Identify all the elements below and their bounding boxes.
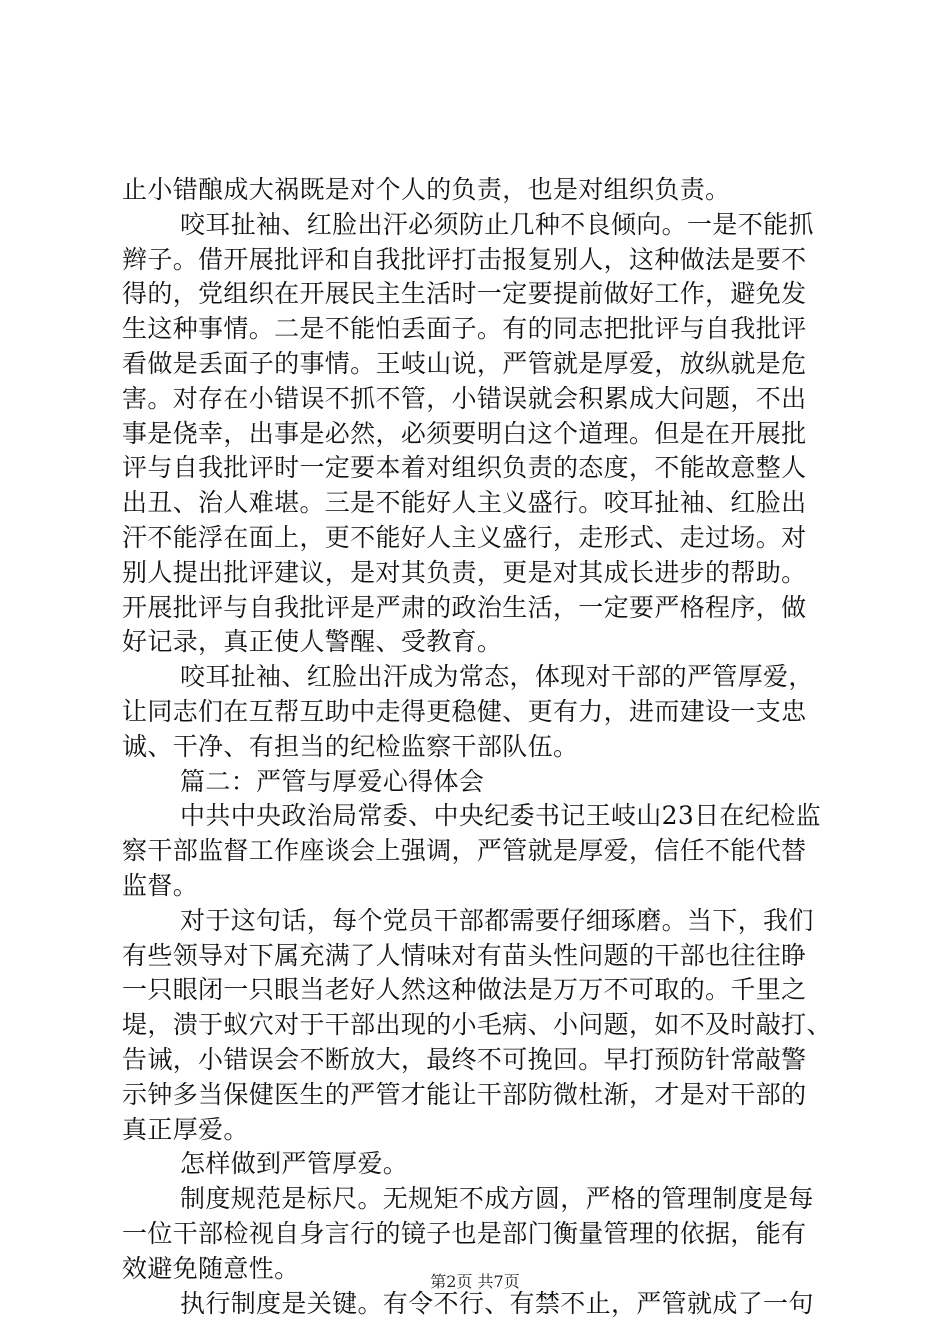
text-line: 中共中央政治局常委、中央纪委书记王岐山23日在纪检监 <box>180 801 821 831</box>
document-body <box>122 173 842 1321</box>
text-line: 示钟多当保健医生的严管才能让干部防微杜渐，才是对干部的 <box>122 1079 807 1109</box>
text-line: 诚、干净、有担当的纪检监察干部队伍。 <box>122 731 579 761</box>
text-line: 真正厚爱。 <box>122 1114 249 1144</box>
text-line: 生这种事情。二是不能怕丢面子。有的同志把批评与自我批评 <box>122 314 807 344</box>
text-line: 效避免随意性。 <box>122 1253 300 1283</box>
text-line: 察干部监督工作座谈会上强调，严管就是厚爱，信任不能代替 <box>122 836 807 866</box>
page-footer: 第2页 共7页 <box>430 1272 520 1291</box>
text-line: 制度规范是标尺。无规矩不成方圆，严格的管理制度是每 <box>180 1184 814 1214</box>
text-line: 监督。 <box>122 870 199 900</box>
text-line: 止小错酿成大祸既是对个人的负责，也是对组织负责。 <box>122 175 731 204</box>
text-line: 咬耳扯袖、红脸出汗必须防止几种不良倾向。一是不能抓 <box>180 209 814 239</box>
text-line: 让同志们在互帮互助中走得更稳健、更有力，进而建设一支忠 <box>122 696 807 726</box>
text-line: 开展批评与自我批评是严肃的政治生活，一定要严格程序，做 <box>122 592 807 622</box>
text-line: 咬耳扯袖、红脸出汗成为常态，体现对干部的严管厚爱， <box>180 662 814 692</box>
text-line: 一只眼闭一只眼当老好人然这种做法是万万不可取的。千里之 <box>122 975 807 1005</box>
text-line: 事是侥幸，出事是必然，必须要明白这个道理。但是在开展批 <box>122 418 807 448</box>
text-line: 怎样做到严管厚爱。 <box>180 1149 409 1179</box>
text-line: 得的，党组织在开展民主生活时一定要提前做好工作，避免发 <box>122 279 807 309</box>
text-line: 有些领导对下属充满了人情味对有苗头性问题的干部也往往睁 <box>122 940 807 970</box>
text-line: 出丑、治人难堪。三是不能好人主义盛行。咬耳扯袖、红脸出 <box>122 488 807 518</box>
text-line: 对于这句话，每个党员干部都需要仔细琢磨。当下，我们 <box>180 905 814 935</box>
text-line: 告诫，小错误会不断放大，最终不可挽回。早打预防针常敲警 <box>122 1044 807 1074</box>
text-line: 一位干部检视自身言行的镜子也是部门衡量管理的依据，能有 <box>122 1218 807 1248</box>
text-line: 好记录，真正使人警醒、受教育。 <box>122 627 503 657</box>
text-line: 看做是丢面子的事情。王岐山说，严管就是厚爱，放纵就是危 <box>122 348 807 378</box>
text-line: 篇二：严管与厚爱心得体会 <box>180 766 485 796</box>
text-line: 别人提出批评建议，是对其负责，更是对其成长进步的帮助。 <box>122 557 807 587</box>
text-line: 汗不能浮在面上，更不能好人主义盛行，走形式、走过场。对 <box>122 522 807 552</box>
text-line: 评与自我批评时一定要本着对组织负责的态度，不能故意整人 <box>122 453 807 483</box>
text-line: 执行制度是关键。有令不行、有禁不止，严管就成了一句 <box>180 1288 814 1318</box>
text-line: 辫子。借开展批评和自我批评打击报复别人，这种做法是要不 <box>122 244 807 274</box>
text-line: 害。对存在小错误不抓不管，小错误就会积累成大问题，不出 <box>122 383 807 413</box>
text-line: 堤，溃于蚁穴对于干部出现的小毛病、小问题，如不及时敲打、 <box>122 1010 832 1040</box>
